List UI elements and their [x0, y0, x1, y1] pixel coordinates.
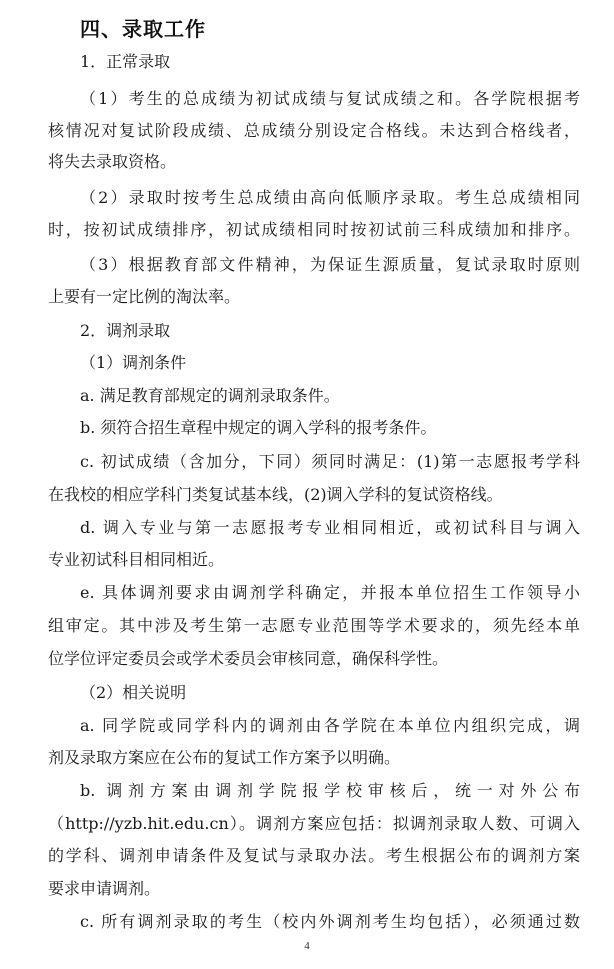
- paragraph-line: c. 所有调剂录取的考生（校内外调剂考生均包括），必须通过数: [80, 912, 580, 931]
- paragraph-line: b. 调剂方案由调剂学院报学校审核后，统一对外公布: [80, 781, 580, 800]
- list-item: b. 须符合招生章程中规定的调入学科的报考条件。: [80, 418, 437, 437]
- paragraph-line: 剂及录取方案应在公布的复试工作方案予以明确。: [48, 748, 401, 767]
- paragraph-line: 位学位评定委员会或学术委员会审核同意，确保科学性。: [48, 649, 449, 668]
- paragraph-line: （1）考生的总成绩为初试成绩与复试成绩之和。各学院根据考: [80, 89, 580, 108]
- paragraph-line: 将失去录取资格。: [48, 152, 177, 171]
- subsection-title-normal-admission: 1．正常录取: [80, 52, 171, 71]
- paragraph-line: c. 初试成绩（含加分，下同）须同时满足：(1)第一志愿报考学科: [80, 452, 580, 471]
- page-number: 4: [304, 940, 310, 952]
- list-item: a. 满足教育部规定的调剂录取条件。: [80, 386, 340, 405]
- subsection-title-adjustment: 2．调剂录取: [80, 321, 171, 340]
- paragraph-line: 组审定。其中涉及考生第一志愿专业范围等学术要求的，须先经本单: [48, 616, 580, 635]
- paragraph-line: d. 调入专业与第一志愿报考专业相同相近，或初试科目与调入: [80, 518, 580, 537]
- paragraph-line: 上要有一定比例的淘汰率。: [48, 287, 241, 306]
- paragraph-line: （http://yzb.hit.edu.cn）。调剂方案应包括：拟调剂录取人数、可调入: [48, 814, 580, 833]
- paragraph-line: a. 同学院或同学科内的调剂由各学院在本单位内组织完成，调: [80, 716, 580, 735]
- paragraph-line: （3）根据教育部文件精神，为保证生源质量，复试录取时原则: [80, 255, 580, 274]
- paragraph-line: 核情况对复试阶段成绩、总成绩分别设定合格线。未达到合格线者，: [48, 121, 580, 140]
- item-title-notes: （2）相关说明: [80, 683, 187, 702]
- paragraph-line: 专业初试科目相同相近。: [48, 550, 225, 569]
- item-title-conditions: （1）调剂条件: [80, 353, 187, 372]
- paragraph-line: e. 具体调剂要求由调剂学科确定，并报本单位招生工作领导小: [80, 583, 580, 602]
- paragraph-line: 时，按初试成绩排序，初试成绩相同时按初试前三科成绩加和排序。: [48, 220, 580, 239]
- paragraph-line: 要求申请调剂。: [48, 879, 161, 898]
- paragraph-line: 在我校的相应学科门类复试基本线，(2)调入学科的复试资格线。: [48, 485, 503, 504]
- paragraph-line: 的学科、调剂申请条件及复试与录取办法。考生根据公布的调剂方案: [48, 846, 580, 865]
- paragraph-line: （2）录取时按考生总成绩由高向低顺序录取。考生总成绩相同: [80, 188, 580, 207]
- section-heading: 四、录取工作: [80, 17, 206, 41]
